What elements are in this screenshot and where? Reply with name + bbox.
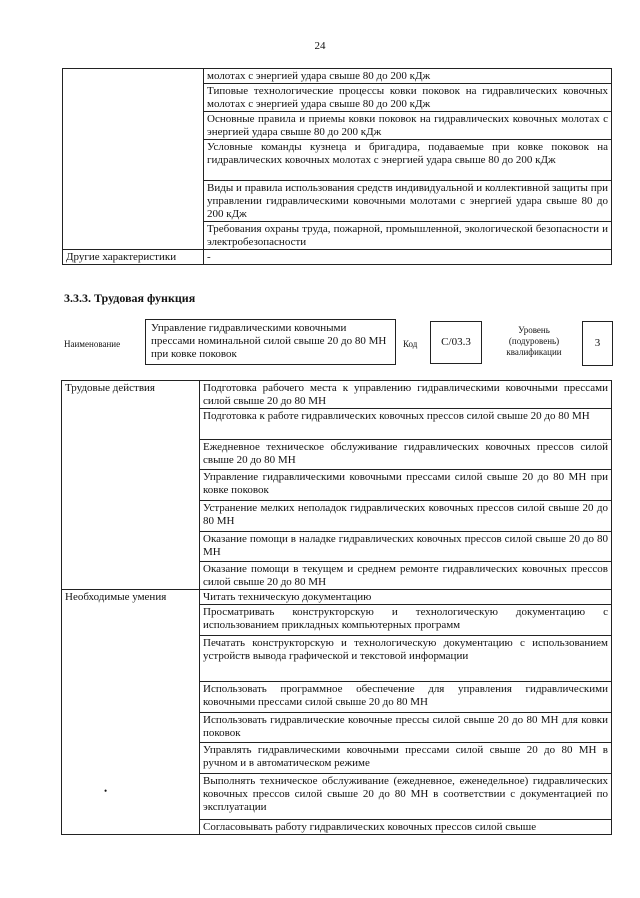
table-cell: Печатать конструкторскую и технологическую документацию с использованием устройств вывода графической и текстовой информации [200,636,612,682]
other-characteristics-label: Другие характеристики [63,250,204,265]
knowledge-table [62,68,612,265]
table-cell: Подготовка рабочего места к управлению гидравлическими ковочными прессами силой свыше 20 до 80 МН [200,381,612,409]
table-cell: Основные правила и приемы ковки поковок на гидравлических ковочных молотах с энергией удара свыше 80 до 200 кДж [204,112,612,140]
table-row [62,590,612,605]
table-cell: Использовать гидравлические ковочные прессы силой свыше 20 до 80 МН для ковки поковок [200,713,612,743]
table-row [63,250,612,265]
level-box: 3 [582,321,613,366]
required-skills-label: Необходимые умения [62,590,200,835]
level-label: Уровень (подуровень) квалификации [506,325,562,357]
scan-mark: • [104,786,108,796]
table-cell: Типовые технологические процессы ковки поковок на гидравлических ковочных молотах с энергией удара свыше 80 до 200 кДж [204,84,612,112]
table-cell: Подготовка к работе гидравлических ковочных прессов силой свыше 20 до 80 МН [200,409,612,440]
table-row [62,381,612,409]
table-cell: Условные команды кузнеца и бригадира, подаваемые при ковке поковок на гидравлических ковочных молотах с энергией удара свыше 80 до 200 кДж [204,140,612,181]
code-label: Код [403,339,418,349]
table-cell: Управлять гидравлическими ковочными прессами силой свыше 20 до 80 МН в ручном и в автоматическом режиме [200,743,612,774]
table-cell: Читать техническую документацию [200,590,612,605]
code-box: С/03.3 [430,321,482,364]
labor-function-table [61,380,612,835]
table-cell: Ежедневное техническое обслуживание гидравлических ковочных прессов силой свыше 20 до 80 МН [200,440,612,470]
other-characteristics-value: - [204,250,612,265]
table-cell: Оказание помощи в текущем и среднем ремонте гидравлических ковочных прессов силой свыше 20 до 80 МН [200,562,612,590]
table-cell: молотах с энергией удара свыше 80 до 200 кДж [204,69,612,84]
function-name-box: Управление гидравлическими ковочными прессами номинальной силой свыше 20 до 80 МН при ковке поковок [145,319,396,365]
table-cell: Оказание помощи в наладке гидравлических ковочных прессов силой свыше 20 до 80 МН [200,532,612,562]
table-cell: Требования охраны труда, пожарной, промышленной, экологической безопасности и электробезопасности [204,222,612,250]
table-row [63,69,612,84]
table-cell: Просматривать конструкторскую и технологическую документацию с использованием прикладных компьютерных программ [200,605,612,636]
name-label: Наименование [64,339,121,349]
section-heading: 3.3.3. Трудовая функция [64,291,196,305]
labor-actions-label: Трудовые действия [62,381,200,590]
page-number: 24 [314,40,326,52]
table-cell: Согласовывать работу гидравлических ковочных прессов силой свыше [200,820,612,835]
table-cell: Выполнять техническое обслуживание (ежедневное, еженедельное) гидравлических ковочных прессов силой свыше 20 до 80 МН в соответствии с документацией по эксплуатации [200,774,612,820]
table-cell: Использовать программное обеспечение для управления гидравлическими ковочными прессами силой свыше 20 до 80 МН [200,682,612,713]
table-cell: Виды и правила использования средств индивидуальной и коллективной защиты при управлении гидравлическими ковочными молотами с энергией удара свыше 80 до 200 кДж [204,181,612,222]
table-cell: Управление гидравлическими ковочными прессами силой свыше 20 до 80 МН при ковке поковок [200,470,612,501]
table-cell: Устранение мелких неполадок гидравлических ковочных прессов силой свыше 20 до 80 МН [200,501,612,532]
row-label-empty [63,69,204,250]
